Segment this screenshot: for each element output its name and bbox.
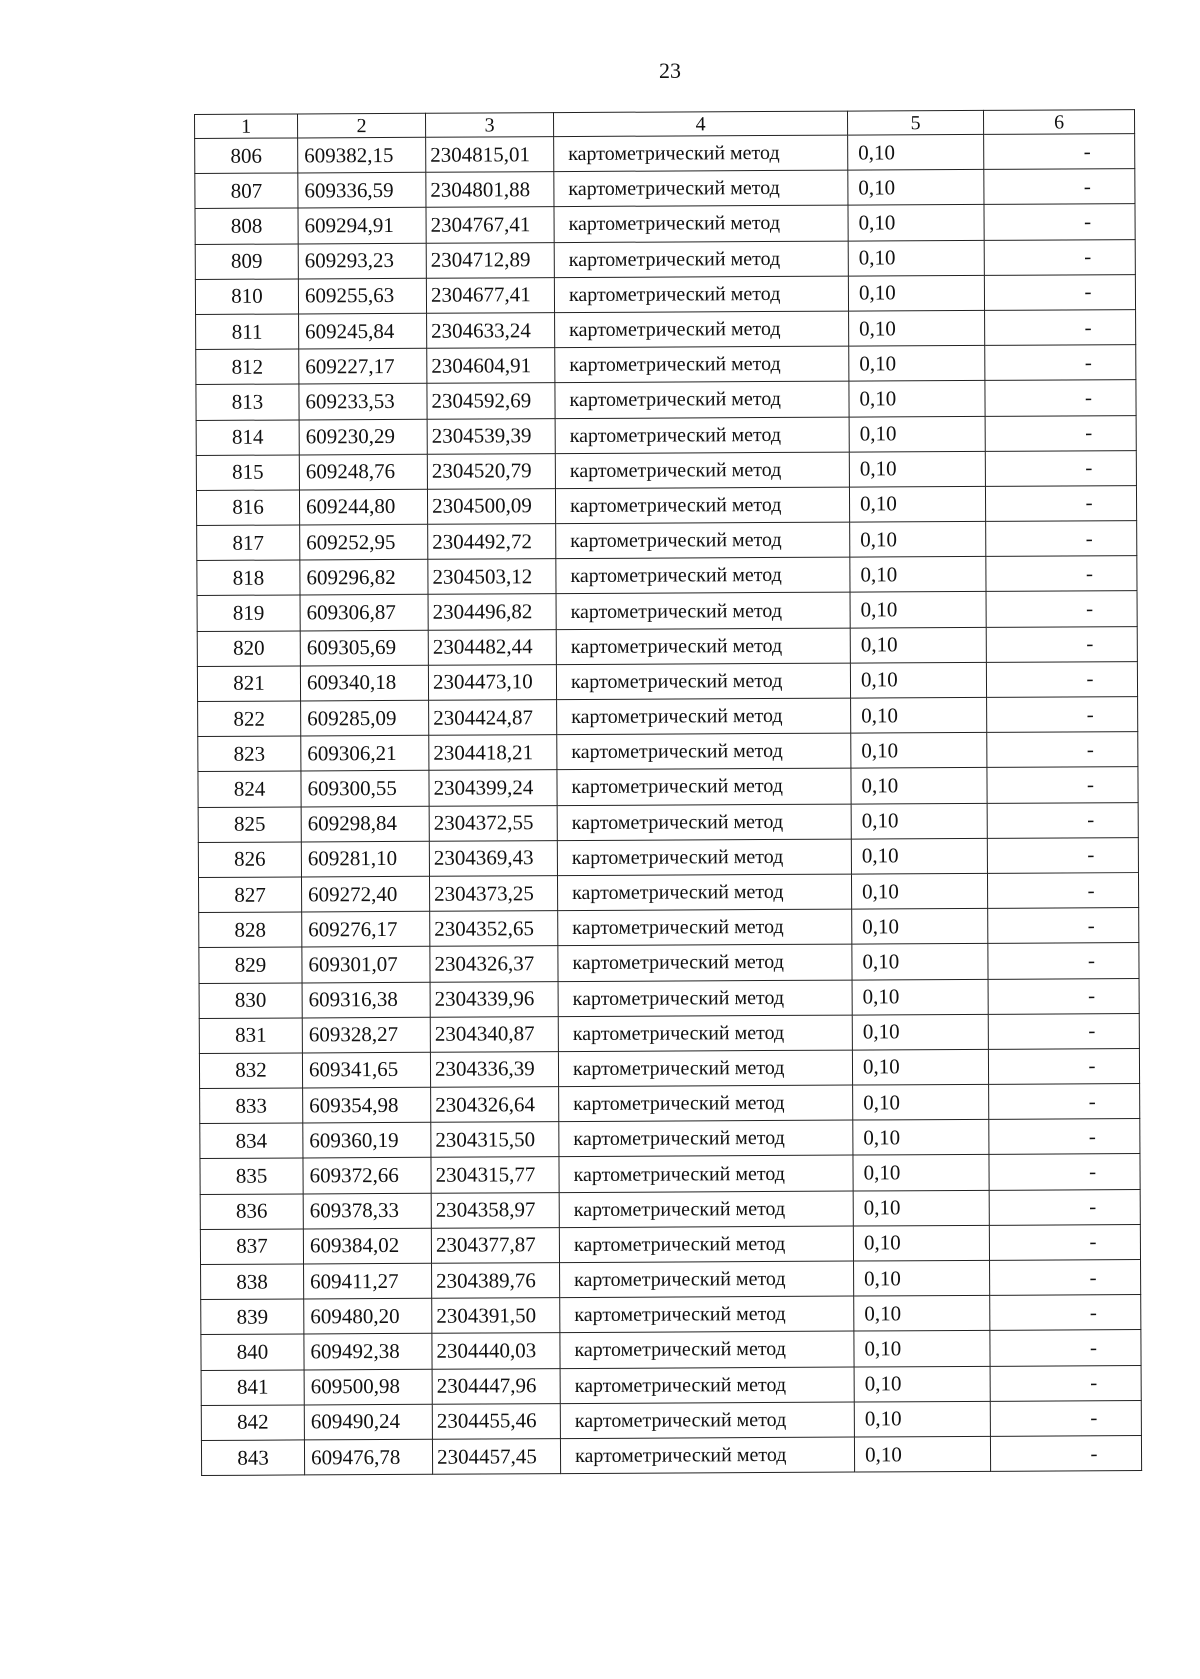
x-coordinate-cell: 609233,53: [299, 384, 427, 420]
x-coordinate-cell: 609227,17: [299, 348, 427, 384]
table-row: [196, 450, 1136, 490]
accuracy-cell: 0,10: [849, 310, 985, 346]
y-coordinate-cell: 2304389,76: [432, 1263, 560, 1299]
method-cell: картометрический метод: [557, 698, 851, 735]
point-number-cell: 819: [197, 595, 300, 631]
method-cell: картометрический метод: [554, 205, 848, 242]
accuracy-cell: 0,10: [848, 240, 984, 276]
method-cell: картометрический метод: [557, 839, 851, 876]
x-coordinate-cell: 609248,76: [299, 454, 427, 490]
accuracy-cell: 0,10: [851, 697, 987, 733]
x-coordinate-cell: 609230,29: [299, 419, 427, 455]
x-coordinate-cell: 609382,15: [298, 137, 426, 173]
description-cell: -: [988, 1048, 1139, 1084]
x-coordinate-cell: 609298,84: [301, 806, 429, 842]
description-cell: -: [988, 1013, 1139, 1049]
y-coordinate-cell: 2304326,64: [431, 1087, 559, 1123]
y-coordinate-cell: 2304503,12: [428, 559, 556, 595]
point-number-cell: 822: [198, 701, 301, 737]
method-cell: картометрический метод: [557, 768, 851, 805]
description-cell: -: [986, 626, 1137, 662]
description-cell: -: [989, 1119, 1140, 1155]
point-number-cell: 843: [201, 1440, 304, 1476]
table-row: [198, 767, 1138, 807]
method-cell: картометрический метод: [555, 452, 849, 489]
table-row: [195, 274, 1135, 314]
method-cell: картометрический метод: [558, 1015, 852, 1052]
description-cell: -: [987, 837, 1138, 873]
y-coordinate-cell: 2304373,25: [429, 876, 557, 912]
x-coordinate-cell: 609293,23: [298, 243, 426, 279]
x-coordinate-cell: 609306,87: [300, 595, 428, 631]
method-cell: картометрический метод: [559, 1085, 853, 1122]
method-cell: картометрический метод: [557, 733, 851, 770]
point-number-cell: 818: [197, 560, 300, 596]
description-cell: -: [989, 1084, 1140, 1120]
y-coordinate-cell: 2304418,21: [429, 735, 557, 771]
y-coordinate-cell: 2304391,50: [432, 1298, 560, 1334]
table-row: [201, 1435, 1141, 1475]
accuracy-cell: 0,10: [849, 381, 985, 417]
table-row: [195, 134, 1135, 174]
description-cell: -: [989, 1189, 1140, 1225]
point-number-cell: 842: [201, 1405, 304, 1441]
method-cell: картометрический метод: [560, 1261, 854, 1298]
point-number-cell: 814: [196, 419, 299, 455]
point-number-cell: 836: [200, 1194, 303, 1230]
accuracy-cell: 0,10: [854, 1296, 990, 1332]
method-cell: картометрический метод: [556, 628, 850, 665]
table-row: [197, 521, 1137, 561]
method-cell: картометрический метод: [560, 1296, 854, 1333]
point-number-cell: 817: [197, 525, 300, 561]
method-cell: картометрический метод: [560, 1367, 854, 1404]
point-number-cell: 838: [201, 1264, 304, 1300]
x-coordinate-cell: 609305,69: [300, 630, 428, 666]
method-cell: картометрический метод: [558, 1050, 852, 1087]
table-row: [201, 1295, 1141, 1335]
description-cell: -: [984, 204, 1135, 240]
accuracy-cell: 0,10: [852, 908, 988, 944]
description-cell: -: [985, 380, 1136, 416]
description-cell: -: [990, 1400, 1141, 1436]
point-number-cell: 821: [197, 666, 300, 702]
accuracy-cell: 0,10: [854, 1366, 990, 1402]
table-row: [197, 591, 1137, 631]
description-cell: -: [990, 1260, 1141, 1296]
table-row: [200, 1224, 1140, 1264]
x-coordinate-cell: 609281,10: [301, 841, 429, 877]
accuracy-cell: 0,10: [851, 838, 987, 874]
point-number-cell: 824: [198, 771, 301, 807]
y-coordinate-cell: 2304340,87: [430, 1016, 558, 1052]
method-cell: картометрический метод: [558, 909, 852, 946]
point-number-cell: 833: [200, 1088, 303, 1124]
description-cell: -: [984, 134, 1135, 170]
x-coordinate-cell: 609244,80: [299, 489, 427, 525]
description-cell: -: [986, 556, 1137, 592]
description-cell: -: [988, 908, 1139, 944]
table-row: [198, 802, 1138, 842]
description-cell: -: [986, 661, 1137, 697]
table-row: [200, 1119, 1140, 1159]
x-coordinate-cell: 609272,40: [301, 876, 429, 912]
point-number-cell: 835: [200, 1158, 303, 1194]
description-cell: -: [990, 1295, 1141, 1331]
column-header: 1: [195, 114, 298, 139]
y-coordinate-cell: 2304447,96: [432, 1368, 560, 1404]
table-row: [196, 415, 1136, 455]
x-coordinate-cell: 609300,55: [301, 771, 429, 807]
accuracy-cell: 0,10: [853, 1190, 989, 1226]
y-coordinate-cell: 2304424,87: [429, 700, 557, 736]
y-coordinate-cell: 2304496,82: [428, 594, 556, 630]
table-row: [197, 626, 1137, 666]
method-cell: картометрический метод: [555, 381, 849, 418]
table-row: [201, 1260, 1141, 1300]
y-coordinate-cell: 2304539,39: [427, 418, 555, 454]
point-number-cell: 829: [199, 947, 302, 983]
x-coordinate-cell: 609301,07: [302, 947, 430, 983]
accuracy-cell: 0,10: [850, 627, 986, 663]
description-cell: -: [987, 697, 1138, 733]
point-number-cell: 816: [196, 490, 299, 526]
column-header: 3: [425, 113, 553, 138]
y-coordinate-cell: 2304315,77: [431, 1157, 559, 1193]
point-number-cell: 820: [197, 631, 300, 667]
y-coordinate-cell: 2304633,24: [427, 313, 555, 349]
table-row: [198, 697, 1138, 737]
point-number-cell: 831: [199, 1018, 302, 1054]
description-cell: -: [985, 485, 1136, 521]
accuracy-cell: 0,10: [848, 205, 984, 241]
method-cell: картометрический метод: [555, 346, 849, 383]
table-row: [195, 169, 1135, 209]
x-coordinate-cell: 609252,95: [300, 524, 428, 560]
point-number-cell: 828: [199, 912, 302, 948]
y-coordinate-cell: 2304358,97: [431, 1192, 559, 1228]
description-cell: -: [989, 1154, 1140, 1190]
description-cell: -: [988, 978, 1139, 1014]
y-coordinate-cell: 2304767,41: [426, 207, 554, 243]
x-coordinate-cell: 609480,20: [304, 1298, 432, 1334]
x-coordinate-cell: 609384,02: [303, 1228, 431, 1264]
description-cell: -: [987, 767, 1138, 803]
accuracy-cell: 0,10: [849, 451, 985, 487]
accuracy-cell: 0,10: [852, 1014, 988, 1050]
column-header: 5: [847, 110, 983, 135]
y-coordinate-cell: 2304336,39: [430, 1051, 558, 1087]
description-cell: -: [990, 1365, 1141, 1401]
table-row: [197, 661, 1137, 701]
accuracy-cell: 0,10: [848, 170, 984, 206]
accuracy-cell: 0,10: [852, 1049, 988, 1085]
y-coordinate-cell: 2304473,10: [428, 664, 556, 700]
table-row: [195, 239, 1135, 279]
method-cell: картометрический метод: [555, 311, 849, 348]
table-row: [196, 380, 1136, 420]
y-coordinate-cell: 2304492,72: [428, 524, 556, 560]
table-row: [198, 873, 1138, 913]
point-number-cell: 808: [195, 208, 298, 244]
column-header: 4: [553, 111, 847, 137]
table-row: [199, 1013, 1139, 1053]
table-row: [198, 732, 1138, 772]
accuracy-cell: 0,10: [854, 1436, 990, 1472]
table-row: [201, 1365, 1141, 1405]
y-coordinate-cell: 2304440,03: [432, 1333, 560, 1369]
description-cell: -: [987, 732, 1138, 768]
description-cell: -: [985, 415, 1136, 451]
x-coordinate-cell: 609360,19: [303, 1123, 431, 1159]
method-cell: картометрический метод: [560, 1437, 854, 1474]
method-cell: картометрический метод: [558, 944, 852, 981]
point-number-cell: 834: [200, 1123, 303, 1159]
description-cell: -: [990, 1435, 1141, 1471]
x-coordinate-cell: 609294,91: [298, 208, 426, 244]
method-cell: картометрический метод: [558, 980, 852, 1017]
point-number-cell: 812: [196, 349, 299, 385]
description-cell: -: [990, 1330, 1141, 1366]
accuracy-cell: 0,10: [853, 1155, 989, 1191]
method-cell: картометрический метод: [554, 276, 848, 313]
method-cell: картометрический метод: [556, 557, 850, 594]
point-number-cell: 841: [201, 1370, 304, 1406]
y-coordinate-cell: 2304399,24: [429, 770, 557, 806]
method-cell: картометрический метод: [560, 1331, 854, 1368]
y-coordinate-cell: 2304520,79: [427, 453, 555, 489]
table-row: [198, 837, 1138, 877]
point-number-cell: 825: [198, 807, 301, 843]
column-header: 6: [983, 110, 1134, 135]
accuracy-cell: 0,10: [853, 1225, 989, 1261]
accuracy-cell: 0,10: [850, 592, 986, 628]
x-coordinate-cell: 609328,27: [302, 1017, 430, 1053]
x-coordinate-cell: 609341,65: [302, 1052, 430, 1088]
y-coordinate-cell: 2304377,87: [431, 1227, 559, 1263]
table-row: [201, 1330, 1141, 1370]
accuracy-cell: 0,10: [851, 733, 987, 769]
description-cell: -: [987, 873, 1138, 909]
accuracy-cell: 0,10: [854, 1260, 990, 1296]
accuracy-cell: 0,10: [851, 803, 987, 839]
table-row: [196, 310, 1136, 350]
x-coordinate-cell: 609372,66: [303, 1158, 431, 1194]
column-header: 2: [298, 113, 426, 138]
point-number-cell: 809: [195, 244, 298, 280]
table-row: [197, 556, 1137, 596]
method-cell: картометрический метод: [559, 1120, 853, 1157]
x-coordinate-cell: 609245,84: [299, 313, 427, 349]
description-cell: -: [986, 591, 1137, 627]
description-cell: -: [984, 239, 1135, 275]
x-coordinate-cell: 609500,98: [304, 1369, 432, 1405]
table-row: [199, 1048, 1139, 1088]
x-coordinate-cell: 609306,21: [301, 735, 429, 771]
description-cell: -: [985, 450, 1136, 486]
point-number-cell: 815: [196, 455, 299, 491]
description-cell: -: [988, 943, 1139, 979]
point-number-cell: 826: [198, 842, 301, 878]
y-coordinate-cell: 2304455,46: [432, 1403, 560, 1439]
point-number-cell: 832: [199, 1053, 302, 1089]
y-coordinate-cell: 2304677,41: [426, 277, 554, 313]
y-coordinate-cell: 2304801,88: [426, 172, 554, 208]
x-coordinate-cell: 609276,17: [302, 911, 430, 947]
point-number-cell: 837: [200, 1229, 303, 1265]
table-row: [199, 978, 1139, 1018]
point-number-cell: 827: [198, 877, 301, 913]
description-cell: -: [986, 521, 1137, 557]
point-number-cell: 811: [196, 314, 299, 350]
x-coordinate-cell: 609285,09: [301, 700, 429, 736]
x-coordinate-cell: 609476,78: [304, 1439, 432, 1475]
table-row: [195, 204, 1135, 244]
point-number-cell: 840: [201, 1334, 304, 1370]
method-cell: картометрический метод: [559, 1191, 853, 1228]
accuracy-cell: 0,10: [852, 944, 988, 980]
table-row: [196, 345, 1136, 385]
table-row: [201, 1400, 1141, 1440]
point-number-cell: 810: [195, 279, 298, 315]
y-coordinate-cell: 2304815,01: [426, 137, 554, 173]
description-cell: -: [987, 802, 1138, 838]
accuracy-cell: 0,10: [851, 768, 987, 804]
y-coordinate-cell: 2304315,50: [431, 1122, 559, 1158]
page-number: 23: [659, 58, 681, 83]
point-number-cell: 839: [201, 1299, 304, 1335]
description-cell: -: [985, 310, 1136, 346]
y-coordinate-cell: 2304369,43: [429, 840, 557, 876]
table-body: [195, 134, 1142, 1476]
y-coordinate-cell: 2304457,45: [432, 1439, 560, 1475]
y-coordinate-cell: 2304482,44: [428, 629, 556, 665]
accuracy-cell: 0,10: [853, 1120, 989, 1156]
accuracy-cell: 0,10: [850, 557, 986, 593]
point-number-cell: 807: [195, 173, 298, 209]
point-number-cell: 830: [199, 982, 302, 1018]
table-row: [196, 485, 1136, 525]
x-coordinate-cell: 609340,18: [300, 665, 428, 701]
description-cell: -: [985, 345, 1136, 381]
method-cell: картометрический метод: [554, 241, 848, 278]
method-cell: картометрический метод: [557, 874, 851, 911]
x-coordinate-cell: 609490,24: [304, 1404, 432, 1440]
accuracy-cell: 0,10: [849, 345, 985, 381]
x-coordinate-cell: 609336,59: [298, 172, 426, 208]
accuracy-cell: 0,10: [850, 521, 986, 557]
accuracy-cell: 0,10: [849, 486, 985, 522]
point-number-cell: 823: [198, 736, 301, 772]
accuracy-cell: 0,10: [854, 1331, 990, 1367]
accuracy-cell: 0,10: [849, 416, 985, 452]
point-number-cell: 806: [195, 138, 298, 174]
table-row: [199, 908, 1139, 948]
method-cell: картометрический метод: [559, 1156, 853, 1193]
description-cell: -: [984, 169, 1135, 205]
accuracy-cell: 0,10: [854, 1401, 990, 1437]
method-cell: картометрический метод: [557, 804, 851, 841]
y-coordinate-cell: 2304352,65: [430, 911, 558, 947]
method-cell: картометрический метод: [559, 1226, 853, 1263]
description-cell: -: [989, 1224, 1140, 1260]
table-row: [199, 943, 1139, 983]
accuracy-cell: 0,10: [848, 134, 984, 170]
x-coordinate-cell: 609411,27: [304, 1263, 432, 1299]
table-row: [200, 1189, 1140, 1229]
x-coordinate-cell: 609296,82: [300, 560, 428, 596]
accuracy-cell: 0,10: [853, 1084, 989, 1120]
x-coordinate-cell: 609255,63: [298, 278, 426, 314]
x-coordinate-cell: 609316,38: [302, 982, 430, 1018]
accuracy-cell: 0,10: [850, 662, 986, 698]
x-coordinate-cell: 609492,38: [304, 1334, 432, 1370]
y-coordinate-cell: 2304326,37: [430, 946, 558, 982]
y-coordinate-cell: 2304339,96: [430, 981, 558, 1017]
coordinates-table: [194, 109, 1142, 1476]
method-cell: картометрический метод: [555, 417, 849, 454]
accuracy-cell: 0,10: [851, 873, 987, 909]
method-cell: картометрический метод: [556, 522, 850, 559]
description-cell: -: [984, 274, 1135, 310]
y-coordinate-cell: 2304372,55: [429, 805, 557, 841]
method-cell: картометрический метод: [554, 135, 848, 172]
y-coordinate-cell: 2304712,89: [426, 242, 554, 278]
method-cell: картометрический метод: [555, 487, 849, 524]
accuracy-cell: 0,10: [848, 275, 984, 311]
y-coordinate-cell: 2304592,69: [427, 383, 555, 419]
x-coordinate-cell: 609378,33: [303, 1193, 431, 1229]
method-cell: картометрический метод: [556, 663, 850, 700]
method-cell: картометрический метод: [556, 593, 850, 630]
table-row: [200, 1084, 1140, 1124]
method-cell: картометрический метод: [554, 170, 848, 207]
table-row: [200, 1154, 1140, 1194]
accuracy-cell: 0,10: [852, 979, 988, 1015]
point-number-cell: 813: [196, 384, 299, 420]
x-coordinate-cell: 609354,98: [303, 1087, 431, 1123]
y-coordinate-cell: 2304500,09: [427, 488, 555, 524]
y-coordinate-cell: 2304604,91: [427, 348, 555, 384]
method-cell: картометрический метод: [560, 1402, 854, 1439]
